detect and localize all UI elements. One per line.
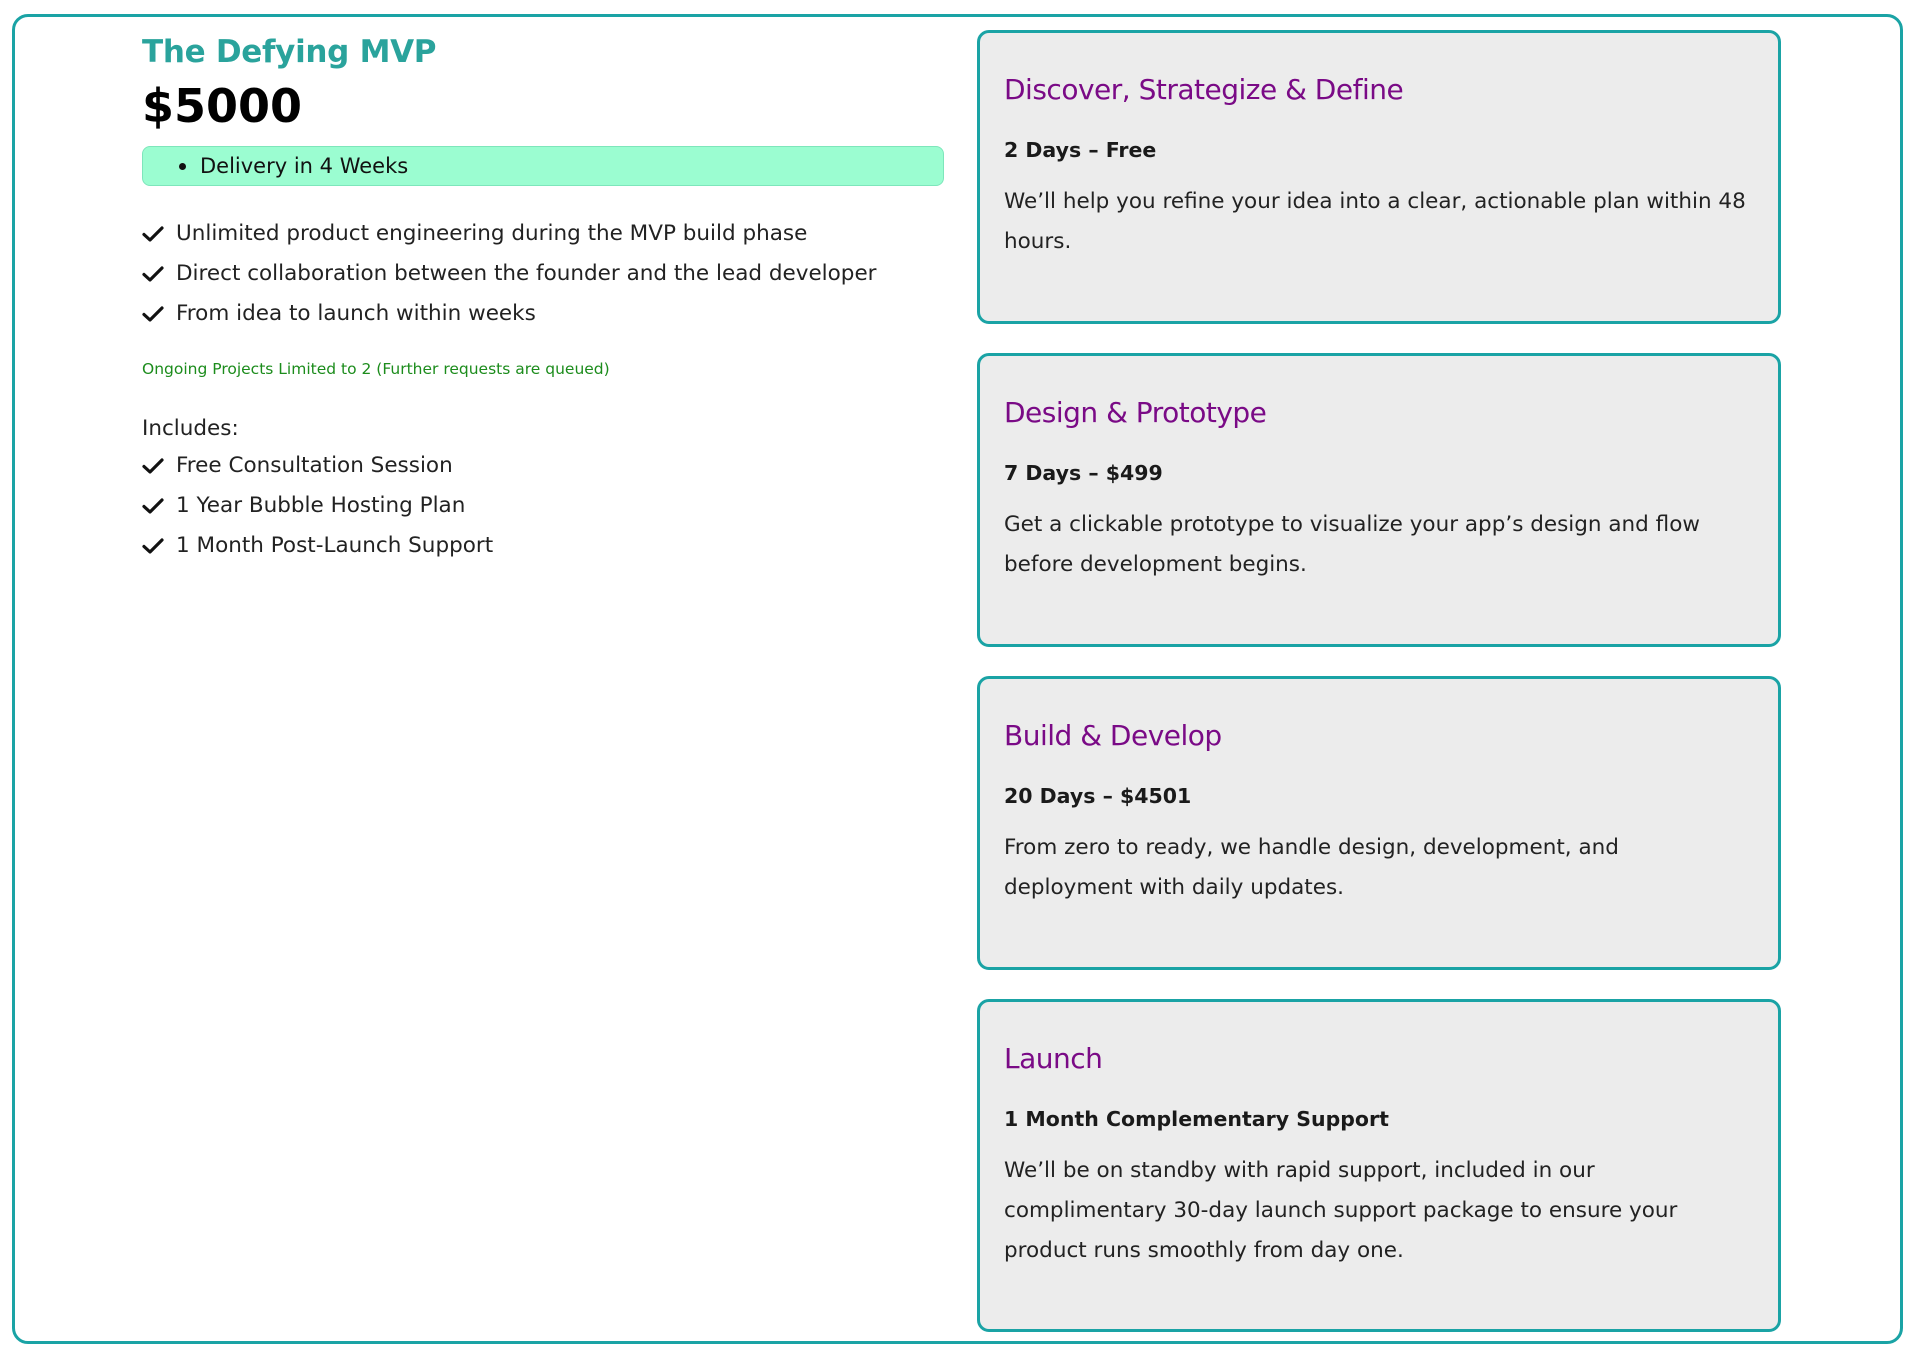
- phase-duration-price: 2 Days – Free: [1004, 138, 1157, 162]
- checkmark-icon: [142, 305, 164, 323]
- checkmark-icon: [142, 457, 164, 475]
- bullet-icon: [179, 163, 186, 170]
- phase-description: From zero to ready, we handle design, development, and deployment with daily updates.: [1004, 835, 1619, 900]
- phase-duration-price: 7 Days – $499: [1004, 461, 1163, 485]
- feature-text: Unlimited product engineering during the MVP build phase: [176, 221, 808, 246]
- phase-description: Get a clickable prototype to visualize your app’s design and flow before development begins.: [1004, 512, 1700, 577]
- phase-card-discover: [977, 30, 1781, 324]
- checkmark-icon: [142, 225, 164, 243]
- phase-card-design: [977, 353, 1781, 647]
- includes-list: [142, 446, 946, 566]
- feature-text: Direct collaboration between the founder and the lead developer: [176, 261, 877, 286]
- include-item: [142, 446, 946, 486]
- plan-summary: [142, 32, 946, 566]
- include-text: 1 Month Post-Launch Support: [176, 533, 494, 558]
- include-text: 1 Year Bubble Hosting Plan: [176, 493, 466, 518]
- plan-title: The Defying MVP: [142, 34, 437, 70]
- include-text: Free Consultation Session: [176, 453, 453, 478]
- include-item: [142, 526, 946, 566]
- phase-duration-price: 1 Month Complementary Support: [1004, 1107, 1389, 1131]
- checkmark-icon: [142, 537, 164, 555]
- feature-item: [142, 254, 946, 294]
- phase-card-build: [977, 676, 1781, 970]
- phase-title: Discover, Strategize & Define: [1004, 73, 1404, 106]
- delivery-text: Delivery in 4 Weeks: [200, 154, 409, 178]
- phase-title: Launch: [1004, 1042, 1103, 1075]
- include-item: [142, 486, 946, 526]
- feature-item: [142, 294, 946, 334]
- phase-title: Design & Prototype: [1004, 396, 1267, 429]
- feature-list: [142, 214, 946, 334]
- phase-title: Build & Develop: [1004, 719, 1222, 752]
- plan-price: $5000: [142, 79, 303, 133]
- phase-description: We’ll help you refine your idea into a clear, actionable plan within 48 hours.: [1004, 189, 1746, 254]
- capacity-note: Ongoing Projects Limited to 2 (Further requests are queued): [142, 360, 610, 378]
- checkmark-icon: [142, 497, 164, 515]
- feature-text: From idea to launch within weeks: [176, 301, 536, 326]
- checkmark-icon: [142, 265, 164, 283]
- phase-description: We’ll be on standby with rapid support, included in our complimentary 30-day launch support package to ensure your product runs smoothly from day one.: [1004, 1158, 1678, 1263]
- includes-label: Includes:: [142, 416, 239, 441]
- feature-item: [142, 214, 946, 254]
- phase-card-launch: [977, 999, 1781, 1332]
- delivery-badge: [142, 146, 944, 186]
- phase-duration-price: 20 Days – $4501: [1004, 784, 1192, 808]
